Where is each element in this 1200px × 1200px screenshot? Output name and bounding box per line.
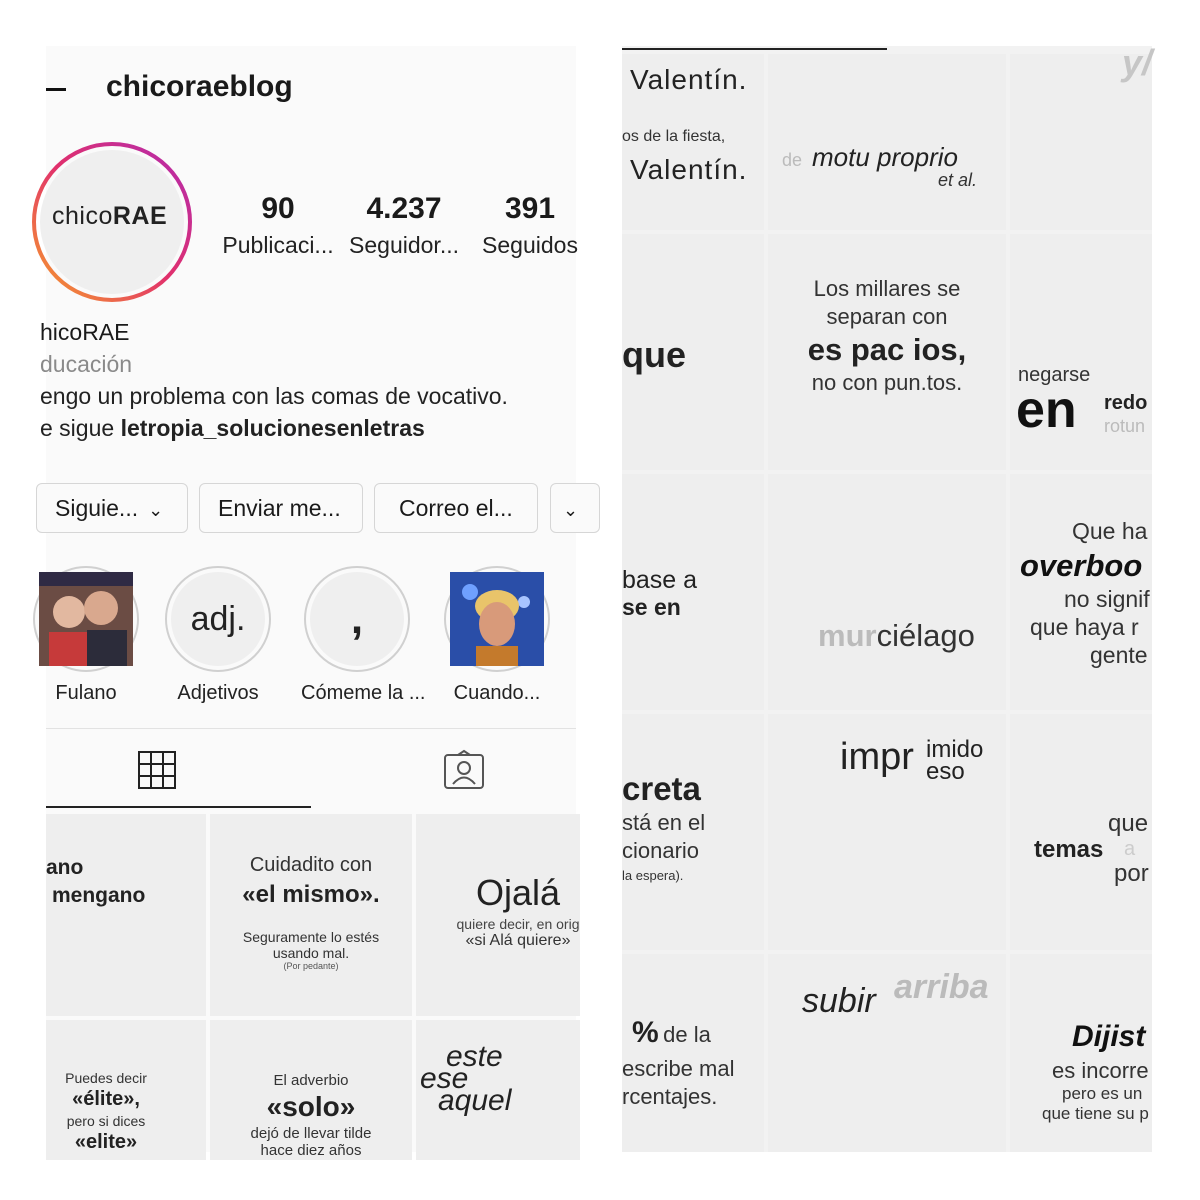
profile-tabs	[46, 728, 576, 810]
post-line: overboo	[1020, 548, 1143, 583]
highlight-cover	[171, 572, 265, 666]
post-line: es pac ios,	[807, 332, 967, 367]
back-icon[interactable]	[46, 88, 66, 91]
post-line: Valentín.	[630, 64, 748, 95]
post-line: se en	[622, 594, 681, 620]
post-line: aquel	[438, 1084, 512, 1117]
post-line: Los millares se	[813, 276, 961, 301]
post-line: no con pun.tos.	[811, 370, 963, 395]
bio-text: engo un problema con las comas de vocativo.	[40, 383, 508, 409]
post-line: pero si dices	[66, 1113, 146, 1129]
scroll-progress-bar	[622, 48, 887, 50]
bio-name: hicoRAE	[40, 319, 130, 345]
stat-following[interactable]	[468, 192, 592, 259]
post-line: redo	[1104, 392, 1148, 414]
post-line: os de la fiesta,	[622, 128, 726, 145]
highlight-ring	[444, 566, 550, 672]
post-line: usando mal.	[272, 945, 350, 961]
post-line: Dijist	[1072, 1020, 1146, 1053]
following-button-label: Siguie...	[55, 495, 139, 521]
post-line: rcentajes.	[622, 1084, 718, 1109]
post-line: escribe mal	[622, 1056, 735, 1081]
grid-icon-svg	[138, 751, 176, 789]
avatar-text-bold: RAE	[112, 202, 168, 230]
post-line: Ojalá	[475, 872, 561, 913]
highlight-ring	[165, 566, 271, 672]
post-tile[interactable]	[768, 474, 1006, 710]
post-tile[interactable]	[622, 54, 764, 230]
highlight-label: Adjetivos	[177, 682, 259, 704]
post-text	[46, 854, 145, 910]
tagged-person-icon[interactable]	[444, 751, 484, 794]
post-grid-zoomed	[622, 42, 1153, 1152]
highlight-comeme[interactable]	[301, 566, 426, 705]
post-tile[interactable]	[622, 714, 764, 950]
post-line: dejó de llevar tilde	[250, 1125, 372, 1142]
followed-by[interactable]	[40, 412, 600, 444]
post-text	[210, 1072, 412, 1159]
post-text	[818, 618, 975, 654]
followed-by-prefix: e sigue	[40, 415, 121, 441]
post-line: la espera).	[622, 868, 684, 883]
post-line: en	[1016, 381, 1077, 439]
message-button-label: Enviar me...	[218, 495, 341, 521]
highlight-fulano[interactable]	[30, 566, 142, 705]
chevron-down-icon: ⌄	[563, 500, 579, 520]
avatar-logo-text	[52, 202, 167, 231]
highlight-cover	[310, 572, 404, 666]
post-line: arriba	[894, 968, 989, 1006]
grid-icon[interactable]	[138, 751, 176, 794]
post-line: mengano	[52, 884, 146, 907]
post-line: que haya r	[1030, 614, 1139, 640]
post-line: mur	[818, 618, 877, 653]
post-line: %	[632, 1016, 659, 1049]
post-line: Seguramente lo estés	[242, 929, 380, 945]
highlight-label: Fulano	[55, 682, 117, 704]
stat-posts-value: 90	[261, 192, 295, 225]
post-tile[interactable]	[416, 814, 580, 1016]
highlight-label: Cómeme la ...	[301, 682, 426, 704]
post-line: Que ha	[1072, 518, 1148, 544]
post-text	[46, 1070, 166, 1154]
post-tile[interactable]	[1010, 42, 1153, 230]
post-line: subir	[802, 982, 876, 1020]
post-line: temas	[1034, 836, 1104, 863]
post-line: de	[782, 150, 803, 170]
post-tile[interactable]	[210, 814, 412, 1016]
email-button[interactable]	[374, 483, 538, 533]
highlight-cover-text: adj.	[190, 599, 246, 638]
post-line: cionario	[622, 838, 700, 863]
post-line: «si Alá quiere»	[465, 932, 571, 949]
post-line: gente	[1090, 642, 1148, 668]
post-line: ese	[420, 1062, 469, 1095]
post-line: ciélago	[876, 618, 975, 653]
post-line: eso	[926, 758, 965, 785]
post-line: rotun	[1104, 416, 1146, 436]
post-line: de la	[663, 1022, 711, 1047]
post-line: que	[622, 334, 687, 375]
profile-screen	[40, 46, 580, 1159]
post-tile[interactable]	[768, 54, 1006, 230]
post-line: ano	[46, 856, 84, 879]
followed-by-user[interactable]: letropia_solucionesenletras	[120, 415, 425, 441]
highlight-ring	[304, 566, 410, 672]
chevron-down-icon: ⌄	[148, 500, 164, 520]
post-tile[interactable]	[46, 1020, 206, 1160]
post-line: «solo»	[266, 1091, 356, 1122]
person-photo-icon	[450, 572, 544, 666]
email-button-label: Correo el...	[399, 495, 513, 521]
highlight-photo	[450, 572, 544, 666]
post-tile[interactable]	[46, 814, 206, 1016]
highlight-adjetivos[interactable]	[162, 566, 274, 705]
bio	[40, 316, 600, 444]
post-text	[768, 276, 1006, 396]
post-tile[interactable]	[1010, 474, 1152, 710]
post-line: y/	[1122, 42, 1153, 83]
post-line: es incorre	[1052, 1058, 1149, 1083]
highlight-cuando[interactable]	[441, 566, 553, 705]
post-text	[632, 1016, 711, 1050]
post-line: «elite»	[74, 1131, 138, 1153]
post-line: Cuidadito con	[249, 854, 373, 876]
post-line: quiere decir, en orig	[456, 916, 580, 932]
top-bar	[46, 46, 576, 134]
post-tile[interactable]	[210, 1020, 412, 1160]
following-button[interactable]	[36, 483, 188, 533]
post-text	[416, 872, 620, 950]
stat-following-label: Seguidos	[482, 232, 578, 258]
highlight-label: Cuando...	[453, 682, 541, 704]
post-line: impr	[840, 736, 914, 778]
post-line: este	[446, 1040, 503, 1073]
post-line: que tiene su p	[1042, 1104, 1149, 1123]
post-line: pero es un	[1062, 1084, 1143, 1103]
post-line: creta	[622, 770, 701, 807]
people-photo-icon	[39, 572, 133, 666]
avatar-text-part: chico	[52, 202, 113, 230]
post-tile[interactable]	[1010, 714, 1152, 950]
active-tab-indicator	[46, 806, 311, 808]
post-line: «el mismo».	[242, 881, 380, 908]
message-button[interactable]	[199, 483, 363, 533]
post-line: stá en el	[622, 810, 706, 835]
post-tile[interactable]	[1010, 234, 1152, 470]
post-line: imido	[926, 736, 984, 763]
post-tile[interactable]	[622, 234, 764, 470]
post-tile[interactable]	[768, 234, 1006, 470]
post-line: motu proprio	[812, 142, 958, 172]
highlight-cover-text: ,	[350, 594, 364, 643]
post-line: negarse	[1018, 364, 1091, 386]
stat-followers[interactable]	[342, 192, 466, 259]
post-tile[interactable]	[1010, 954, 1152, 1152]
post-line: que	[1108, 810, 1149, 837]
post-tile[interactable]	[416, 1020, 580, 1160]
post-line: a	[1124, 838, 1136, 860]
stat-posts-label: Publicaci...	[222, 232, 334, 258]
post-line: El adverbio	[273, 1072, 349, 1089]
bio-category: ducación	[40, 351, 133, 377]
stat-following-value: 391	[504, 192, 556, 225]
stat-posts[interactable]	[216, 192, 340, 259]
more-suggestions-button[interactable]	[550, 483, 600, 533]
post-line: «élite»,	[72, 1088, 140, 1110]
post-line: et al.	[938, 170, 978, 190]
tagged-icon-svg	[444, 751, 484, 789]
post-tile[interactable]	[768, 714, 1006, 950]
post-line: Valentín.	[630, 154, 748, 185]
stat-followers-label: Seguidor...	[349, 232, 459, 258]
highlight-photo	[39, 572, 133, 666]
highlight-ring	[33, 566, 139, 672]
post-tile[interactable]	[622, 474, 764, 710]
post-line: hace diez años	[260, 1142, 362, 1159]
post-line: Puedes decir	[65, 1070, 147, 1086]
post-tile[interactable]	[622, 954, 764, 1152]
post-line: base a	[622, 566, 698, 594]
stat-followers-value: 4.237	[366, 192, 442, 225]
post-line: por	[1114, 860, 1149, 887]
post-text	[210, 854, 412, 971]
post-line: (Por pedante)	[283, 961, 339, 971]
post-tile[interactable]	[768, 954, 1006, 1152]
profile-username: chicoraeblog	[106, 70, 293, 103]
post-line: separan con	[826, 304, 948, 329]
post-line: no signif	[1064, 586, 1150, 612]
